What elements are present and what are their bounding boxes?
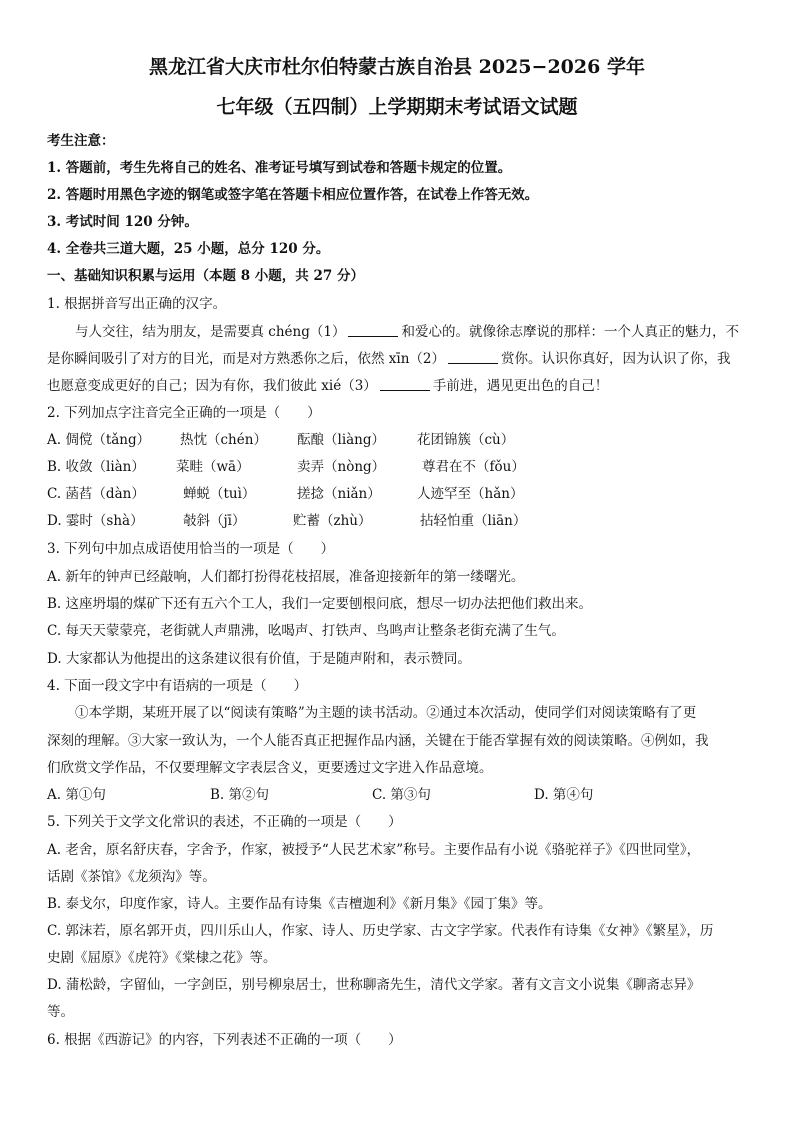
answer-blank-2[interactable] <box>448 350 498 364</box>
q2-d-4: 拈轻怕重（liān） <box>420 513 527 529</box>
q1-line-3: 也愿意变成更好的自己；因为有你，我们彼此 xié（3） 手前进，遇见更出色的自己！ <box>47 378 609 394</box>
q5-stem: 5. 下列关于文学文化常识的表述，不正确的一项是（ ） <box>47 814 402 830</box>
q5-line-2: 话剧《茶馆》《龙须沟》等。 <box>47 869 216 885</box>
q5-line-3: B. 泰戈尔，印度作家，诗人。主要作品有诗集《吉檀迦利》《新月集》《园丁集》等。 <box>47 896 552 912</box>
title-line-1: 黑龙江省大庆市杜尔伯特蒙古族自治县 2025−2026 学年 <box>149 56 645 78</box>
q4-option-c: C. 第③句 <box>372 787 431 803</box>
notice-item-4: 4. 全卷共三道大题，25 小题，总分 120 分。 <box>47 241 330 257</box>
q5-line-7: 等。 <box>47 1004 74 1020</box>
answer-blank-1[interactable] <box>348 323 398 337</box>
q2-b-4: 尊君在不（fǒu） <box>422 459 525 475</box>
q2-c-2: 蝉蜕（tuì） <box>183 486 256 502</box>
q1-line-2: 是你瞬间吸引了对方的目光，而是对方熟悉你之后，依然 xīn（2） 赏你。认识你真好，因为认识了你，我 <box>47 351 731 367</box>
q4-para-line-3: 们欣赏文学作品，不仅要理解文字表层含义，更要透过文字进入作品意境。 <box>47 760 493 776</box>
q3-stem: 3. 下列句中加点成语使用恰当的一项是（ ） <box>47 541 335 557</box>
q4-para-line-2: 深刻的理解。③大家一致认为，一个人能否真正把握作品内涵，关键在于能否掌握有效的阅读策略。④例如，我 <box>47 733 709 749</box>
answer-blank-3[interactable] <box>380 377 430 391</box>
q2-d-2: 攲斜（jī） <box>183 513 246 529</box>
q1-stem: 1. 根据拼音写出正确的汉字。 <box>47 296 227 312</box>
q2-stem: 2. 下列加点字注音完全正确的一项是（ ） <box>47 405 321 421</box>
q6-stem: 6. 根据《西游记》的内容，下列表述不正确的一项（ ） <box>47 1032 402 1048</box>
q1-line-1: 与人交往，结为朋友，是需要真 chéng（1） 和爱心的。就像徐志摩说的那样：一个人真正的魅力，不 <box>75 324 739 340</box>
notice-item-2: 2. 答题时用黑色字迹的钢笔或签字笔在答题卡相应位置作答，在试卷上作答无效。 <box>47 187 539 203</box>
q2-d-3: 贮蓄（zhù） <box>293 513 372 529</box>
q2-c-1: C. 菡萏（dàn） <box>47 486 145 502</box>
q4-option-a: A. 第①句 <box>47 787 106 803</box>
q3-option-b: B. 这座坍塌的煤矿下还有五六个工人，我们一定要刨根问底，想尽一切办法把他们救出来。 <box>47 596 593 612</box>
notice-item-3: 3. 考试时间 120 分钟。 <box>47 214 198 230</box>
q2-b-3: 卖弄（nòng） <box>297 459 386 475</box>
q5-line-4: C. 郭沫若，原名郭开贞，四川乐山人，作家、诗人、历史学家、古文字学家。代表作有诗集《女神》《繁星》，历 <box>47 923 714 939</box>
q2-a-4: 花团锦簇（cù） <box>417 432 515 448</box>
q2-d-1: D. 霎时（shà） <box>47 513 144 529</box>
q2-a-2: 热忱（chén） <box>180 432 267 448</box>
notice-heading: 考生注意： <box>47 133 115 149</box>
q4-para-line-1: ①本学期，某班开展了以“阅读有策略”为主题的读书活动。②通过本次活动，使同学们对阅读策略有了更 <box>75 705 697 721</box>
q2-c-3: 搓捻（niǎn） <box>297 486 381 502</box>
q3-option-a: A. 新年的钟声已经敲响，人们都打扮得花枝招展，准备迎接新年的第一缕曙光。 <box>47 569 525 585</box>
q4-option-d: D. 第④句 <box>534 787 594 803</box>
q5-line-5: 史剧《屈原》《虎符》《棠棣之花》等。 <box>47 950 277 966</box>
notice-item-1: 1. 答题前，考生先将自己的姓名、准考证号填写到试卷和答题卡规定的位置。 <box>47 160 512 176</box>
q2-b-1: B. 收敛（liàn） <box>47 459 145 475</box>
section-1-heading: 一、基础知识积累与运用（本题 8 小题，共 27 分） <box>47 268 364 284</box>
q4-stem: 4. 下面一段文字中有语病的一项是（ ） <box>47 678 308 694</box>
q4-option-b: B. 第②句 <box>210 787 270 803</box>
title-line-2: 七年级（五四制）上学期期末考试语文试题 <box>216 96 578 118</box>
q3-option-c: C. 每天天蒙蒙亮，老街就人声鼎沸，吆喝声、打铁声、鸟鸣声让整条老街充满了生气。 <box>47 623 565 639</box>
q2-a-3: 酝酿（liàng） <box>297 432 386 448</box>
q2-a-1: A. 倜傥（tǎng） <box>47 432 151 448</box>
q5-line-6: D. 蒲松龄，字留仙，一字剑臣，别号柳泉居士，世称聊斋先生，清代文学家。著有文言文小说集《聊斋志异》 <box>47 977 701 993</box>
q2-c-4: 人迹罕至（hǎn） <box>417 486 524 502</box>
q5-line-1: A. 老舍，原名舒庆春，字舍予，作家，被授予“人民艺术家”称号。主要作品有小说《骆驼祥子》《四世同堂》， <box>47 842 701 858</box>
q2-b-2: 菜畦（wā） <box>176 459 250 475</box>
q3-option-d: D. 大家都认为他提出的这条建议很有价值，于是随声附和，表示赞同。 <box>47 651 471 667</box>
